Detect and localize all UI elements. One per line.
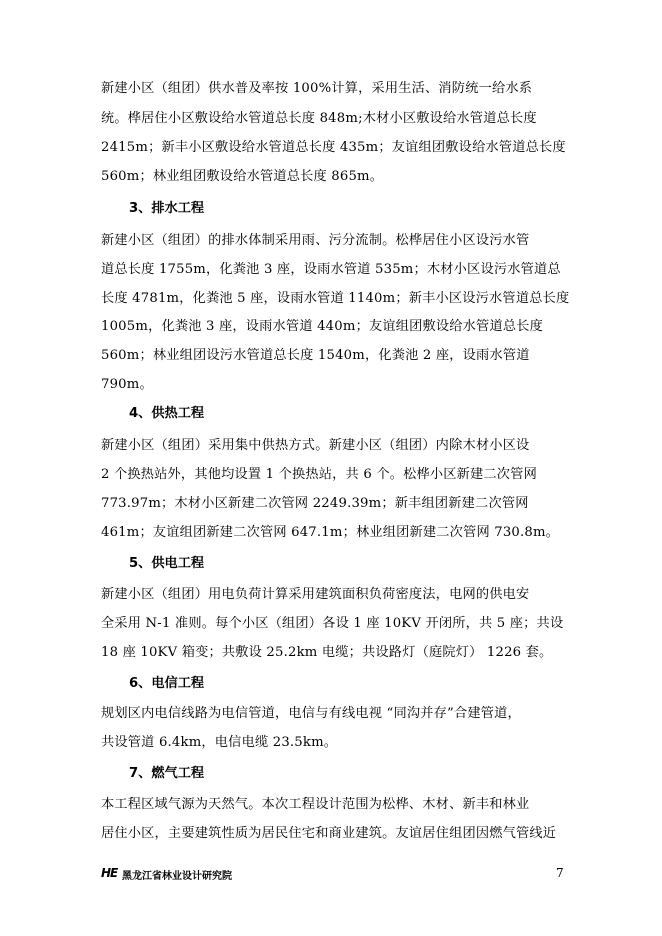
text-line: 新建小区（组团）用电负荷计算采用建筑面积负荷密度法，电网的供电安 bbox=[101, 587, 530, 602]
text-line: 统。桦居住小区敷设给水管道总长度 848m;木材小区敷设给水管道总长度 bbox=[101, 111, 537, 126]
text-line: 1005m，化粪池 3 座，设雨水管道 440m；友谊组团敷设给水管道总长度 bbox=[101, 319, 543, 334]
text-line: 18 座 10KV 箱变；共敷设 25.2km 电缆；共设路灯（庭院灯） 1226 套。 bbox=[101, 645, 553, 660]
text-line: 773.97m；木材小区新建二次管网 2249.39m；新丰组团新建二次管网 bbox=[101, 496, 529, 511]
text-line: 新建小区（组团）供水普及率按 100%计算，采用生活、消防统一给水系 bbox=[101, 81, 533, 96]
section-heading-gas: 7、燃气工程 bbox=[129, 766, 205, 781]
text-line: 560m；林业组团敷设给水管道总长度 865m。 bbox=[101, 169, 384, 184]
text-line: 全采用 N-1 准则。每个小区（组团）各设 1 座 10KV 开闭所，共 5 座；共设 bbox=[101, 616, 564, 631]
section-heading-telecom: 6、电信工程 bbox=[129, 676, 205, 691]
page-number: 7 bbox=[556, 866, 564, 880]
text-line: 共设管道 6.4km，电信电缆 23.5km。 bbox=[101, 735, 338, 750]
text-line: 560m；林业组团设污水管道总长度 1540m，化粪池 2 座，设雨水管道 bbox=[101, 348, 530, 363]
section-heading-power: 5、供电工程 bbox=[129, 556, 205, 571]
text-line: 2415m；新丰小区敷设给水管道总长度 435m；友谊组团敷设给水管道总长度 bbox=[101, 140, 566, 155]
text-line: 461m；友谊组团新建二次管网 647.1m；林业组团新建二次管网 730.8m。 bbox=[101, 525, 560, 540]
section-heading-heating: 4、供热工程 bbox=[129, 406, 205, 421]
institute-logo: HE bbox=[101, 866, 118, 880]
text-line: 790m。 bbox=[101, 377, 153, 392]
text-line: 新建小区（组团）的排水体制采用雨、污分流制。松桦居住小区设污水管 bbox=[101, 233, 530, 248]
text-line: 本工程区域气源为天然气。本次工程设计范围为松桦、木材、新丰和林业 bbox=[101, 797, 530, 812]
footer-org-name: 黑龙江省林业设计研究院 bbox=[122, 871, 232, 882]
text-line: 长度 4781m，化粪池 5 座，设雨水管道 1140m；新丰小区设污水管道总长度 bbox=[101, 291, 570, 306]
text-line: 居住小区，主要建筑性质为居民住宅和商业建筑。友谊居住组团因燃气管线近 bbox=[101, 826, 557, 841]
text-line: 规划区内电信线路为电信管道，电信与有线电视 “同沟并存”合建管道， bbox=[101, 706, 521, 721]
text-line: 新建小区（组团）采用集中供热方式。新建小区（组团）内除木材小区设 bbox=[101, 438, 530, 453]
text-line: 道总长度 1755m，化粪池 3 座，设雨水管道 535m；木材小区设污水管道总 bbox=[101, 262, 561, 277]
text-line: 2 个换热站外，其他均设置 1 个换热站，共 6 个。松桦小区新建二次管网 bbox=[101, 467, 537, 482]
section-heading-drainage: 3、排水工程 bbox=[129, 201, 205, 216]
